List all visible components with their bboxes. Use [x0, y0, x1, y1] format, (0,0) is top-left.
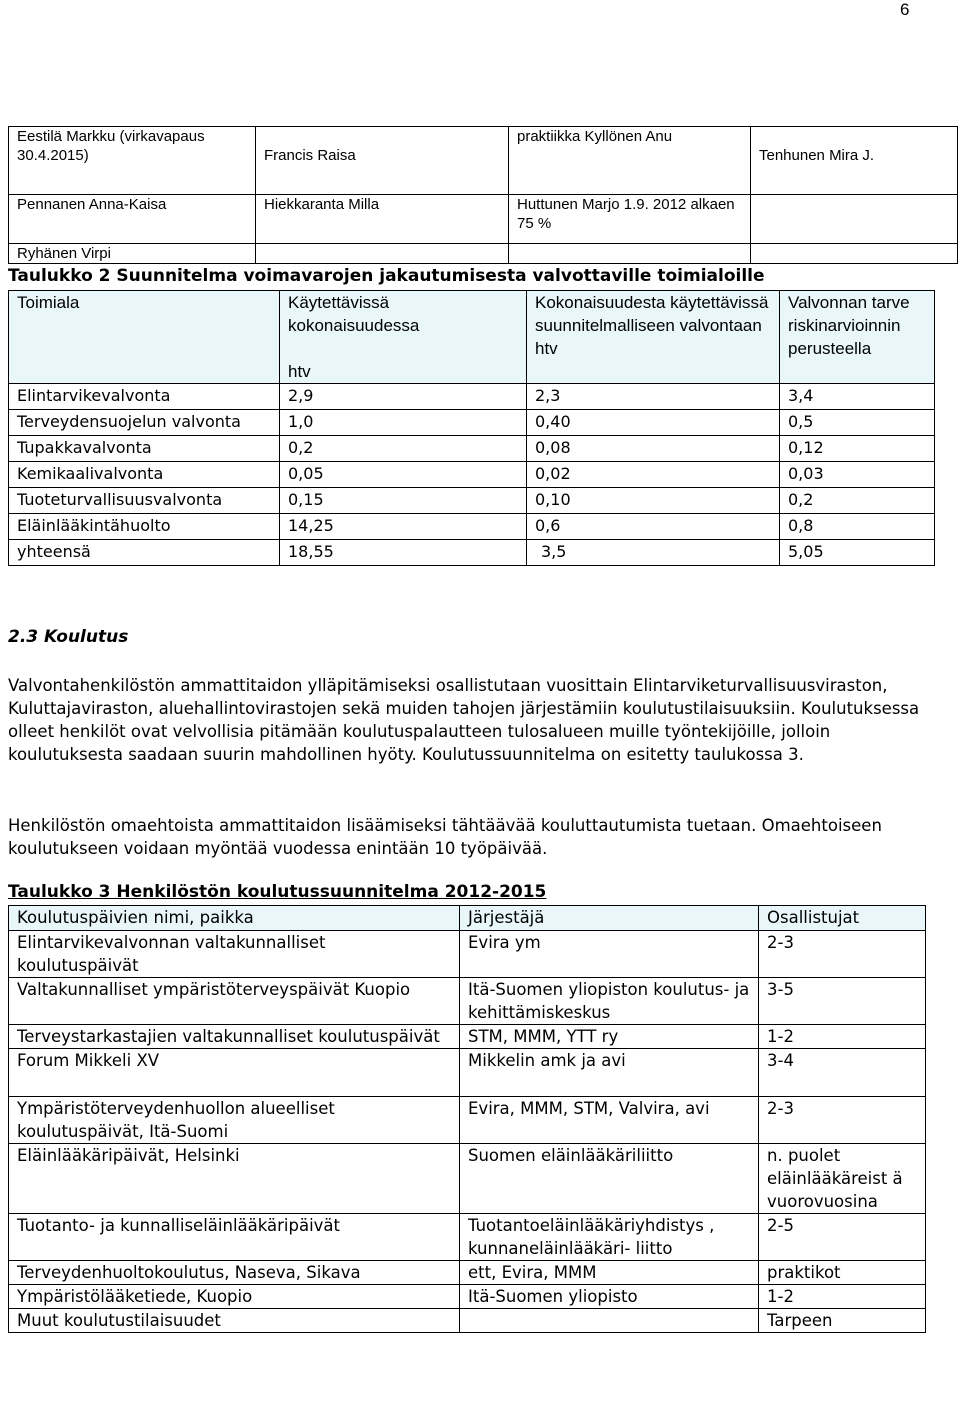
- table-cell: ett, Evira, MMM: [460, 1261, 759, 1285]
- column-header: Osallistujat: [759, 906, 926, 931]
- table-row: [9, 1309, 926, 1333]
- table-cell: [751, 244, 958, 264]
- table-cell: 2,3: [527, 384, 780, 410]
- table-cell: 1,0: [280, 410, 527, 436]
- table-cell: Mikkelin amk ja avi: [460, 1049, 759, 1097]
- table-cell: 3,4: [780, 384, 935, 410]
- column-header: Toimiala: [9, 291, 280, 384]
- table2-caption: Taulukko 2 Suunnitelma voimavarojen jakautumisesta valvottaville toimialoille: [8, 266, 765, 286]
- table-cell: Ryhänen Virpi: [9, 244, 256, 264]
- table-cell: Tupakkavalvonta: [9, 436, 280, 462]
- table-cell: Ympäristöterveydenhuollon alueelliset koulutuspäivät, Itä-Suomi: [9, 1097, 460, 1144]
- table-row: [9, 195, 958, 244]
- column-header: Kokonaisuudesta käytettävissä suunnitelmalliseen valvontaan htv: [527, 291, 780, 384]
- table-cell: Ympäristölääketiede, Kuopio: [9, 1285, 460, 1309]
- table-cell: Tenhunen Mira J.: [751, 127, 958, 195]
- table-row: [9, 1144, 926, 1214]
- table-cell: Evira ym: [460, 931, 759, 978]
- table-row: [9, 462, 935, 488]
- table-row: [9, 436, 935, 462]
- table-row: [9, 1097, 926, 1144]
- table-cell: yhteensä: [9, 540, 280, 566]
- table-row: [9, 127, 958, 195]
- table-row: [9, 540, 935, 566]
- table-cell: praktikot: [759, 1261, 926, 1285]
- table-cell: Huttunen Marjo 1.9. 2012 alkaen 75 %: [509, 195, 751, 244]
- paragraph: Henkilöstön omaehtoista ammattitaidon lisäämiseksi tähtäävää kouluttautumista tuetaan. Omaehtoiseen koulutukseen voidaan myöntää vuodessa enintään 10 työpäivää.: [8, 816, 882, 858]
- table-row: [9, 410, 935, 436]
- table-cell: Terveystarkastajien valtakunnalliset koulutuspäivät: [9, 1025, 460, 1049]
- table-row: [9, 1049, 926, 1097]
- table-cell: 0,6: [527, 514, 780, 540]
- table-cell: Eläinlääkäripäivät, Helsinki: [9, 1144, 460, 1214]
- table-cell: [460, 1309, 759, 1333]
- table-cell: 2,9: [280, 384, 527, 410]
- table-cell: Elintarvikevalvonnan valtakunnalliset koulutuspäivät: [9, 931, 460, 978]
- table-cell: 0,10: [527, 488, 780, 514]
- column-header-text: Käytettävissä kokonaisuudessa: [288, 293, 420, 335]
- table-cell: praktiikka Kyllönen Anu: [509, 127, 751, 195]
- table-cell: 1-2: [759, 1285, 926, 1309]
- table-cell: 0,8: [780, 514, 935, 540]
- table-cell: Suomen eläinlääkäriliitto: [460, 1144, 759, 1214]
- table-row: [9, 1285, 926, 1309]
- table-cell: 14,25: [280, 514, 527, 540]
- table-cell: 2-5: [759, 1214, 926, 1261]
- table-cell: [509, 244, 751, 264]
- table-cell: 1-2: [759, 1025, 926, 1049]
- table-header-row: [9, 906, 926, 931]
- table-cell: Francis Raisa: [256, 127, 509, 195]
- table-cell: Itä-Suomen yliopisto: [460, 1285, 759, 1309]
- table-cell: Itä-Suomen yliopiston koulutus- ja kehittämiskeskus: [460, 978, 759, 1025]
- table3-caption: Taulukko 3 Henkilöstön koulutussuunnitelma 2012-2015: [8, 882, 547, 902]
- table-row: [9, 514, 935, 540]
- table-row: [9, 384, 935, 410]
- resource-table: [8, 290, 935, 566]
- table-row: [9, 978, 926, 1025]
- table-row: [9, 1025, 926, 1049]
- table-cell: Tarpeen: [759, 1309, 926, 1333]
- table-cell: [256, 244, 509, 264]
- table-cell: 18,55: [280, 540, 527, 566]
- table-cell: 0,02: [527, 462, 780, 488]
- paragraph: Valvontahenkilöstön ammattitaidon ylläpitämiseksi osallistutaan vuosittain Elintarviketurvallisuusviraston, Kuluttajaviraston, aluehallintovirastojen sekä muiden tahojen järjestämiin koulutustilaisuuksiin. Koulutuksessa olleet henkilöt ovat velvollisia pitämään koulutuspalautteen tulosalueen muille työntekijöille, jolloin koulutuksesta saadaan suurin mahdollinen hyöty. Koulutussuunnitelma on esitetty taulukossa 3.: [8, 676, 920, 764]
- table-cell: 0,03: [780, 462, 935, 488]
- column-header: Koulutuspäivien nimi, paikka: [9, 906, 460, 931]
- page-number: 6: [900, 0, 910, 19]
- table-row: [9, 931, 926, 978]
- table-cell: Eläinlääkintähuolto: [9, 514, 280, 540]
- column-header: Järjestäjä: [460, 906, 759, 931]
- table-cell: Tuoteturvallisuusvalvonta: [9, 488, 280, 514]
- staff-table: [8, 126, 958, 264]
- table-header-row: [9, 291, 935, 384]
- table-cell: Tuotantoeläinlääkäriyhdistys , kunnaneläinlääkäri- liitto: [460, 1214, 759, 1261]
- column-header: [280, 291, 527, 384]
- table-cell: Elintarvikevalvonta: [9, 384, 280, 410]
- table-cell: Tuotanto- ja kunnalliseläinlääkäripäivät: [9, 1214, 460, 1261]
- table-cell: 0,40: [527, 410, 780, 436]
- table-row: [9, 244, 958, 264]
- column-header: Valvonnan tarve riskinarvioinnin perusteella: [780, 291, 935, 384]
- table-cell: 0,5: [780, 410, 935, 436]
- table-cell: STM, MMM, YTT ry: [460, 1025, 759, 1049]
- table-cell: 3-4: [759, 1049, 926, 1097]
- table-cell: Valtakunnalliset ympäristöterveyspäivät Kuopio: [9, 978, 460, 1025]
- table-cell: 0,2: [280, 436, 527, 462]
- table-cell: 0,12: [780, 436, 935, 462]
- table-cell: n. puolet eläinlääkäreist ä vuorovuosina: [759, 1144, 926, 1214]
- table-row: [9, 488, 935, 514]
- table-cell: Evira, MMM, STM, Valvira, avi: [460, 1097, 759, 1144]
- table-row: [9, 1214, 926, 1261]
- table-cell: Pennanen Anna-Kaisa: [9, 195, 256, 244]
- table-cell: Muut koulutustilaisuudet: [9, 1309, 460, 1333]
- section-heading: 2.3 Koulutus: [8, 627, 129, 647]
- table-cell: Eestilä Markku (virkavapaus 30.4.2015): [9, 127, 256, 195]
- table-cell: 3,5: [527, 540, 780, 566]
- table-cell: 5,05: [780, 540, 935, 566]
- table-cell: 0,15: [280, 488, 527, 514]
- table-cell: Terveydenhuoltokoulutus, Naseva, Sikava: [9, 1261, 460, 1285]
- table-cell: 2-3: [759, 931, 926, 978]
- training-table: [8, 905, 926, 1333]
- table-row: [9, 1261, 926, 1285]
- table-cell: Hiekkaranta Milla: [256, 195, 509, 244]
- table-cell: 0,2: [780, 488, 935, 514]
- table-cell: Forum Mikkeli XV: [9, 1049, 460, 1097]
- table-cell: Terveydensuojelun valvonta: [9, 410, 280, 436]
- table-cell: Kemikaalivalvonta: [9, 462, 280, 488]
- table-cell: [751, 195, 958, 244]
- table-cell: 0,05: [280, 462, 527, 488]
- table-cell: 3-5: [759, 978, 926, 1025]
- table-cell: 2-3: [759, 1097, 926, 1144]
- table-cell: 0,08: [527, 436, 780, 462]
- column-header-unit: htv: [288, 362, 311, 381]
